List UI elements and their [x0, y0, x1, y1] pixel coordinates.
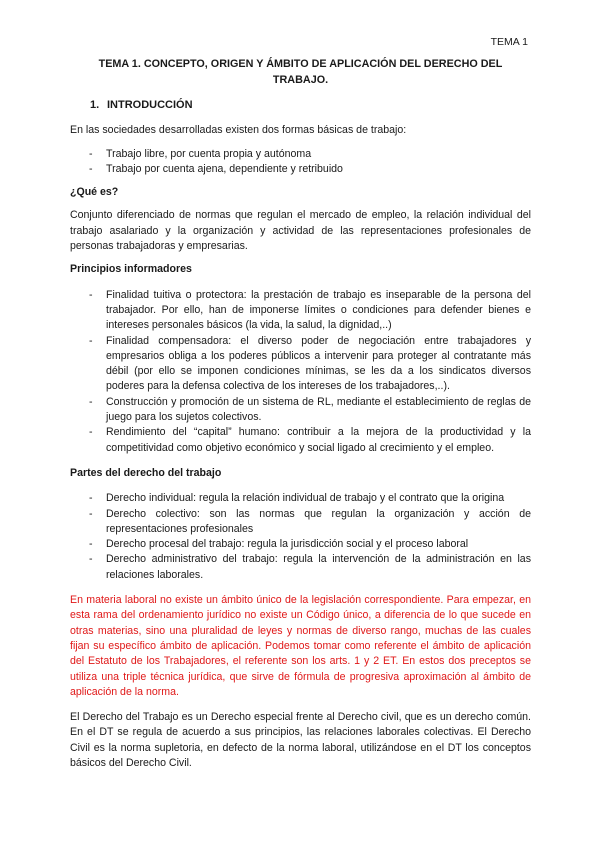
principles-heading: Principios informadores	[70, 263, 192, 276]
section-title: INTRODUCCIÓN	[107, 99, 193, 111]
red-paragraph: En materia laboral no existe un ámbito único de la legislación correspondiente. Para empezar, en esta rama del ordenamiento jurídico no existe un Código único, a diferencia de lo que sucede en otras materias, sino una pluralidad de leyes y normas de diverso rango, muchas de las cuales fijan su específico ámbito de aplicación. Podemos tomar como referente el ámbito de aplicación del Estatuto de los Trabajadores, el referente son los arts. 1 y 2 ET. En estos dos preceptos se utiliza una triple técnica jurídica, que sirve de fórmula de progresiva aproximación al ámbito de aplicación de la norma.	[70, 594, 531, 698]
what-heading: ¿Qué es?	[70, 186, 119, 199]
parts-heading: Partes del derecho del trabajo	[70, 466, 222, 479]
list-item: - Trabajo por cuenta ajena, dependiente y retribuido	[70, 162, 531, 177]
what-text: Conjunto diferenciado de normas que regulan el mercado de empleo, la relación individual del trabajo asalariado y la organización y actividad de las representaciones profesionales de personas trabajadoras y empresarias.	[70, 209, 531, 253]
list-item: - Construcción y promoción de un sistema de RL, mediante el establecimiento de reglas de juego para los sujetos colectivos.	[70, 395, 531, 426]
document-body	[70, 56, 531, 771]
closing-paragraph: El Derecho del Trabajo es un Derecho especial frente al Derecho civil, que es un derecho común. En el DT se regula de acuerdo a sus principios, las relaciones laborales colectivas. El Derecho Civil es la norma supletoria, en defecto de la norma laboral, utilizándose en el DT los conceptos básicos del Derecho Civil.	[70, 711, 531, 769]
list-item: - Derecho administrativo del trabajo: regula la intervención de la administración en las relaciones laborales.	[70, 552, 531, 583]
work-forms-list	[70, 147, 531, 178]
list-item: - Finalidad compensadora: el diverso poder de negociación entre trabajadores y empresarios obliga a los poderes públicos a intervenir para proteger al contratante más débil (por ello se imponen condiciones mínimas, se les da a los sindicatos diversos poderes para la defensa colectiva de los intereses de los trabajadores,..).	[70, 334, 531, 395]
document-title: TEMA 1. CONCEPTO, ORIGEN Y ÁMBITO DE APLICACIÓN DEL DERECHO DEL TRABAJO.	[98, 58, 503, 86]
list-item: - Derecho colectivo: son las normas que regulan la organización y acción de representaciones profesionales	[70, 507, 531, 538]
running-header: TEMA 1	[490, 36, 528, 48]
section-heading	[90, 98, 531, 113]
list-item: - Rendimiento del “capital” humano: contribuir a la mejora de la productividad y la competitividad como objetivo económico y social ligado al crecimiento y el empleo.	[70, 425, 531, 456]
list-item: - Trabajo libre, por cuenta propia y autónoma	[70, 147, 531, 162]
list-item: - Derecho procesal del trabajo: regula la jurisdicción social y el proceso laboral	[70, 537, 531, 552]
parts-list	[70, 491, 531, 583]
list-item: - Finalidad tuitiva o protectora: la prestación de trabajo es inseparable de la persona del trabajador. Por ello, han de imponerse límites o condiciones para defender bienes e intereses personales básicos (la vida, la salud, la dignidad,..)	[70, 288, 531, 334]
section-number: 1.	[90, 99, 100, 111]
list-item: - Derecho individual: regula la relación individual de trabajo y el contrato que la origina	[70, 491, 531, 506]
principles-list	[70, 288, 531, 456]
intro-text: En las sociedades desarrolladas existen dos formas básicas de trabajo:	[70, 124, 407, 137]
